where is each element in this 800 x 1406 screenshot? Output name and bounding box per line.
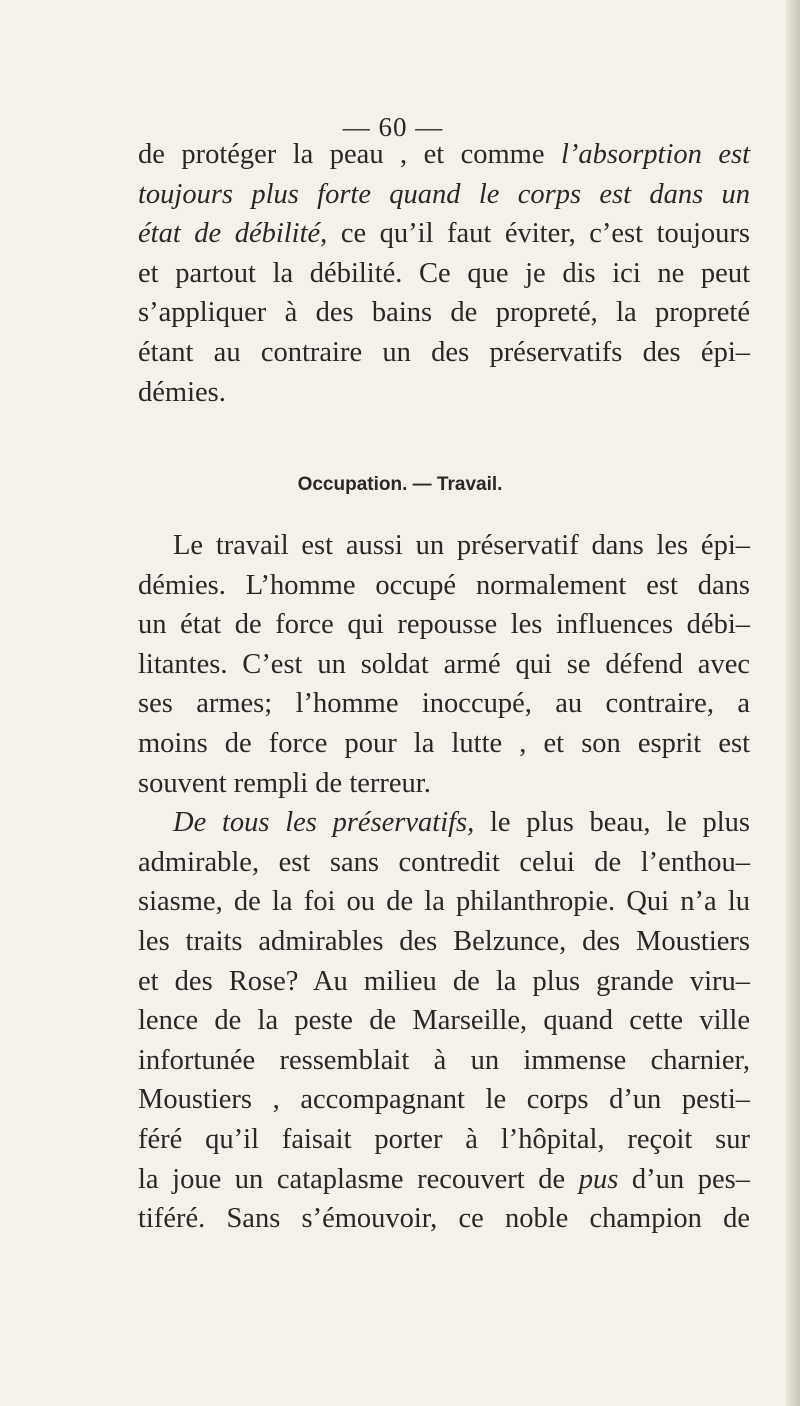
paragraph-2 (138, 526, 750, 1239)
paragraph-1 (138, 135, 750, 412)
text-line (138, 843, 750, 883)
text-run: , ce qu’il faut éviter, c’est toujours (320, 218, 750, 250)
text-line (138, 1041, 750, 1081)
text-line (138, 333, 750, 373)
text-line (138, 293, 750, 333)
italic-run: pus (578, 1163, 619, 1195)
text-line (138, 526, 750, 566)
text-run: étant au contraire un des préservatifs des épi– (138, 336, 750, 368)
text-line (138, 1160, 750, 1200)
page-number: — 60 — (342, 112, 444, 142)
text-run: les traits admirables des Belzunce, des Moustiers (138, 925, 750, 957)
text-line (138, 803, 750, 843)
text-run: la joue un cataplasme recouvert de (138, 1163, 579, 1195)
text-run: d’un pes– (618, 1163, 750, 1195)
text-line (138, 135, 750, 175)
text-run: Moustiers , accompagnant le corps d’un pesti– (138, 1084, 750, 1116)
text-line (138, 922, 750, 962)
text-run: tiféré. Sans s’émouvoir, ce noble champion de (138, 1203, 750, 1235)
text-run: infortunée ressemblait à un immense charnier, (138, 1044, 750, 1076)
text-line (138, 684, 750, 724)
text-run: démies. (138, 376, 226, 408)
italic-run: De tous les préservatifs, (173, 807, 475, 839)
text-run: le plus beau, le plus (474, 807, 750, 839)
text-run: admirable, est sans contredit celui de l’enthou– (138, 846, 750, 878)
text-run: litantes. C’est un soldat armé qui se défend avec (138, 648, 750, 680)
text-run: lence de la peste de Marseille, quand cette ville (138, 1005, 750, 1037)
text-line (138, 214, 750, 254)
text-line (138, 1001, 750, 1041)
text-run: démies. L’homme occupé normalement est dans (138, 569, 750, 601)
italic-run: l’absorption est (560, 139, 750, 170)
text-run: moins de force pour la lutte , et son esprit est (138, 727, 750, 759)
text-run: souvent rempli de terreur. (138, 767, 431, 799)
italic-run: état de débilité (138, 218, 321, 250)
text-line (138, 1080, 750, 1120)
text-run: un état de force qui repousse les influences débi– (138, 609, 750, 641)
italic-run: toujours plus forte quand le corps est dans un (138, 178, 750, 210)
text-run: s’appliquer à des bains de propreté, la propreté (138, 297, 750, 329)
text-run: et des Rose? Au milieu de la plus grande viru– (138, 965, 750, 997)
text-line (138, 254, 750, 294)
text-line (138, 645, 750, 685)
text-line (138, 764, 750, 804)
text-line (138, 1120, 750, 1160)
text-line (138, 605, 750, 645)
text-run: ses armes; l’homme inoccupé, au contraire, a (138, 688, 750, 720)
text-run: de protéger la peau , et comme (138, 139, 561, 170)
text-line (138, 566, 750, 606)
text-line (138, 373, 750, 413)
text-line (138, 882, 750, 922)
text-run: Le travail est aussi un préservatif dans les épi– (173, 530, 750, 561)
text-line (138, 175, 750, 215)
text-run: et partout la débilité. Ce que je dis ici ne peut (138, 257, 750, 289)
text-run: féré qu’il faisait porter à l’hôpital, reçoit sur (138, 1123, 750, 1155)
text-run: siasme, de la foi ou de la philanthropie. Qui n’a lu (138, 886, 750, 918)
text-line (138, 1199, 750, 1239)
text-line (138, 724, 750, 764)
section-heading: Occupation. — Travail. (297, 474, 503, 495)
text-line (138, 962, 750, 1002)
